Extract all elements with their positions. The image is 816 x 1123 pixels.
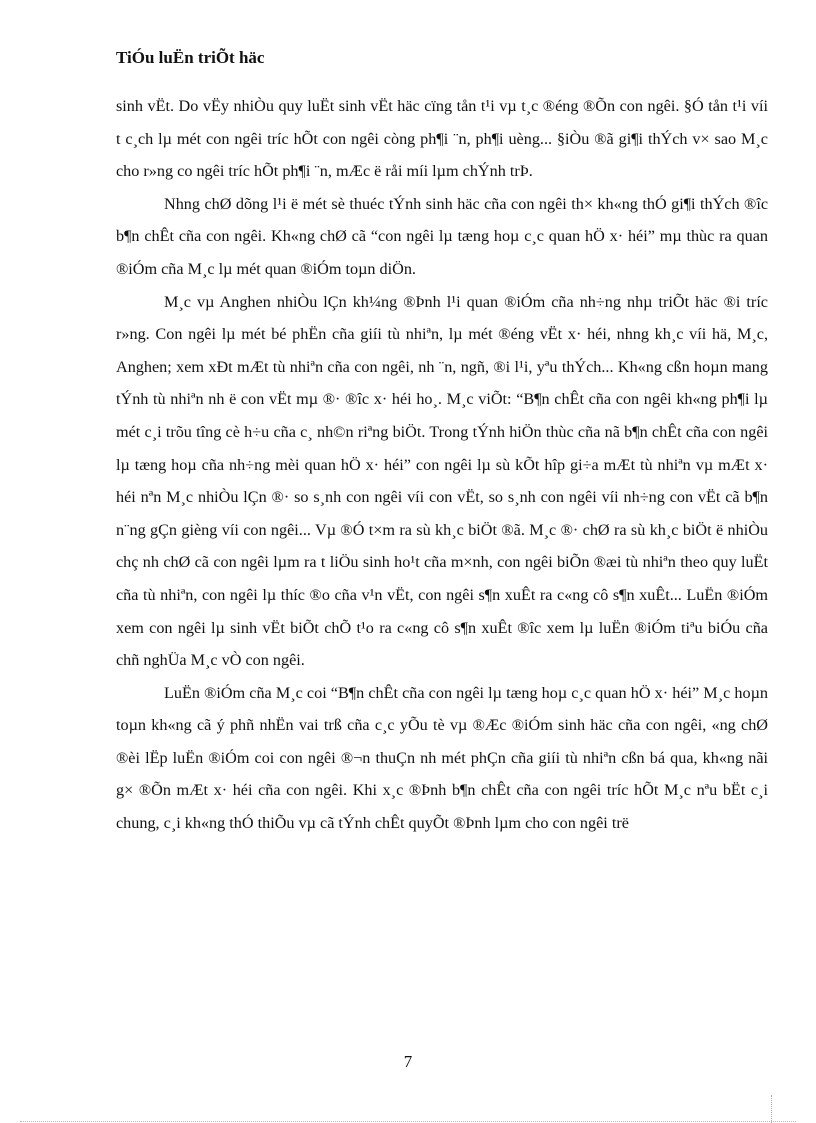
paragraph: LuËn ®iÓm cña M¸c coi “B¶n chÊt cña con ngêi lµ tæng hoµ c¸c quan hÖ x· héi” M¸c hoµn toµn kh«ng cã ý phñ nhËn vai trß cña c¸c yÕu tè vµ ®Æc ®iÓm sinh häc cña con ngêi, «ng chØ ®èi lËp luËn ®iÓm coi con ngêi ®¬n thuÇn nh mét phÇn cña giíi tù nhiªn cßn bá qua, kh«ng nãi g× ®Õn mÆt x· héi cña con ngêi. Khi x¸c ®Þnh b¶n chÊt cña con ngêi tríc hÕt M¸c nªu bËt c¸i chung, c¸i kh«ng thÓ thiÕu vµ cã tÝnh chÊt quyÕt ®Þnh lµm cho con ngêi trë [116, 683, 768, 833]
paragraph: Nhng chØ dõng l¹i ë mét sè thuéc tÝnh sinh häc cña con ngêi th× kh«ng thÓ gi¶i thÝch ®îc b¶n chÊt cña con ngêi. Kh«ng chØ cã “con ngêi lµ tæng hoµ c¸c quan hÖ x· héi” mµ thùc ra quan ®iÓm cña M¸c lµ mét quan ®iÓm toµn diÖn. [116, 194, 768, 278]
document-body [116, 90, 768, 840]
page-bottom-divider [20, 1121, 796, 1122]
paragraph: M¸c vµ Anghen nhiÒu lÇn kh¼ng ®Þnh l¹i quan ®iÓm cña nh÷ng nhµ triÕt häc ®i tríc r»ng. Con ngêi lµ mét bé phËn cña giíi tù nhiªn, lµ mét ®éng vËt x· héi, nhng kh¸c víi hä, M¸c, Anghen; xem xÐt mÆt tù nhiªn cña con ngêi, nh ¨n, ngñ, ®i l¹i, yªu thÝch... Kh«ng cßn hoµn mang tÝnh tù nhiªn nh ë con vËt mµ ®· ®îc x· héi ho¸. M¸c viÕt: “B¶n chÊt cña con ngêi kh«ng ph¶i lµ mét c¸i trõu tîng cè h÷u cña c¸ nh©n riªng biÖt. Trong tÝnh hiÖn thùc cña nã b¶n chÊt cña con ngêi lµ tæng hoµ cña nh÷ng mèi quan hÖ x· héi” con ngêi lµ sù kÕt hîp gi÷a mÆt tù nhiªn vµ mÆt x· héi nªn M¸c nhiÒu lÇn ®· so s¸nh con ngêi víi con vËt, so s¸nh con ngêi víi nh÷ng con vËt cã b¶n n¨ng gÇn gièng víi con ngêi... Vµ ®Ó t×m ra sù kh¸c biÖt ®ã. M¸c ®· chØ ra sù kh¸c biÖt ë nhiÒu chç nh chØ cã con ngêi lµm ra t liÖu sinh ho¹t cña m×nh, con ngêi biÕn ®æi tù nhiªn theo quy luËt cña tù nhiªn, con ngêi lµ thíc ®o cña v¹n vËt, con ngêi s¶n xuÊt ra c«ng cô s¶n xuÊt... LuËn ®iÓm xem con ngêi lµ sinh vËt biÕt chÕ t¹o ra c«ng cô s¶n xuÊt ®îc xem lµ luËn ®iÓm tiªu biÓu cña chñ nghÜa M¸c vÒ con ngêi. [116, 292, 768, 670]
page-corner-marker [771, 1095, 772, 1123]
page-number: 7 [403, 1052, 413, 1071]
running-header: TiÓu luËn triÕt häc [116, 48, 265, 67]
paragraph: sinh vËt. Do vËy nhiÒu quy luËt sinh vËt häc cïng tån t¹i vµ t¸c ®éng ®Õn con ngêi. §Ó tån t¹i víi t c¸ch lµ mét con ngêi tríc hÕt con ngêi còng ph¶i ¨n, ph¶i uèng... §iÒu ®ã gi¶i thÝch v× sao M¸c cho r»ng co ngêi tríc hÕt ph¶i ¨n, mÆc ë råi míi lµm chÝnh trÞ. [116, 97, 768, 181]
